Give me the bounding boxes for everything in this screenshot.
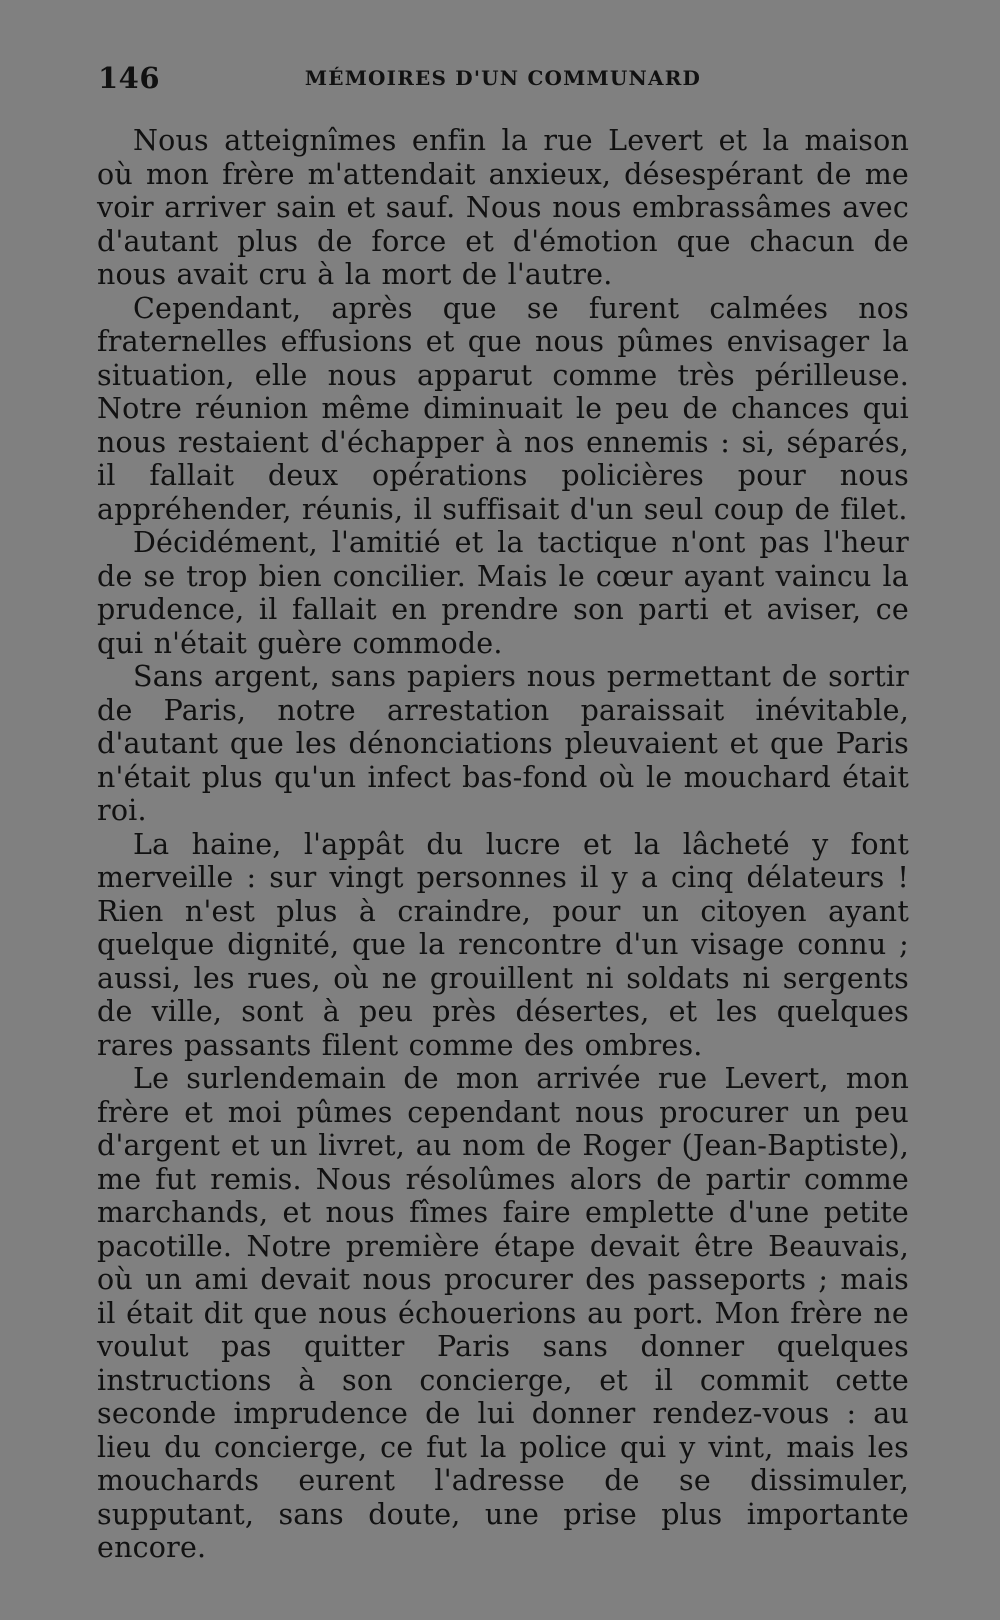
paragraph-5: La haine, l'appât du lucre et la lâcheté y font merveille : sur vingt personnes il y a cinq délateurs ! Rien n'est plus à craindre, pour un citoyen ayant quelque dignité, que la rencontre d'un visage connu ; aussi, les rues, où ne grouillent ni soldats ni sergents de ville, sont à peu près désertes, et les quelques rares passants filent comme des ombres.: [97, 827, 909, 1062]
paragraph-4: Sans argent, sans papiers nous permettant de sortir de Paris, notre arrestation paraissait inévitable, d'autant que les dénonciations pleuvaient et que Paris n'était plus qu'un infect bas-fond où le mouchard était roi.: [97, 660, 909, 827]
running-title: MÉMOIRES D'UN COMMUNARD: [304, 66, 702, 90]
paragraph-1: Nous atteignîmes enfin la rue Levert et la maison où mon frère m'attendait anxieux, désespérant de me voir arriver sain et sauf. Nous nous embrassâmes avec d'autant plus de force et d'émotion que chacun de nous avait cru à la mort de l'autre.: [97, 124, 909, 291]
page-number: 146: [98, 61, 161, 95]
paragraph-6: Le surlendemain de mon arrivée rue Levert, mon frère et moi pûmes cependant nous procurer un peu d'argent et un livret, au nom de Roger (Jean-Baptiste), me fut remis. Nous résolûmes alors de partir comme marchands, et nous fîmes faire emplette d'une petite pacotille. Notre première étape devait être Beauvais, où un ami devait nous procurer des passeports ; mais il était dit que nous échouerions au port. Mon frère ne voulut pas quitter Paris sans donner quelques instructions à son concierge, et il commit cette seconde imprudence de lui donner rendez-vous : au lieu du concierge, ce fut la police qui y vint, mais les mouchards eurent l'adresse de se dissimuler, supputant, sans doute, une prise plus importante encore.: [97, 1062, 909, 1564]
page-header: [98, 56, 908, 100]
body-text: [97, 124, 909, 1565]
paragraph-2: Cependant, après que se furent calmées nos fraternelles effusions et que nous pûmes envisager la situation, elle nous apparut comme très périlleuse. Notre réunion même diminuait le peu de chances qui nous restaient d'échapper à nos ennemis : si, séparés, il fallait deux opérations policières pour nous appréhender, réunis, il suffisait d'un seul coup de filet.: [97, 291, 909, 526]
paragraph-3: Décidément, l'amitié et la tactique n'ont pas l'heur de se trop bien concilier. Mais le cœur ayant vaincu la prudence, il fallait en prendre son parti et aviser, ce qui n'était guère commode.: [97, 526, 909, 660]
